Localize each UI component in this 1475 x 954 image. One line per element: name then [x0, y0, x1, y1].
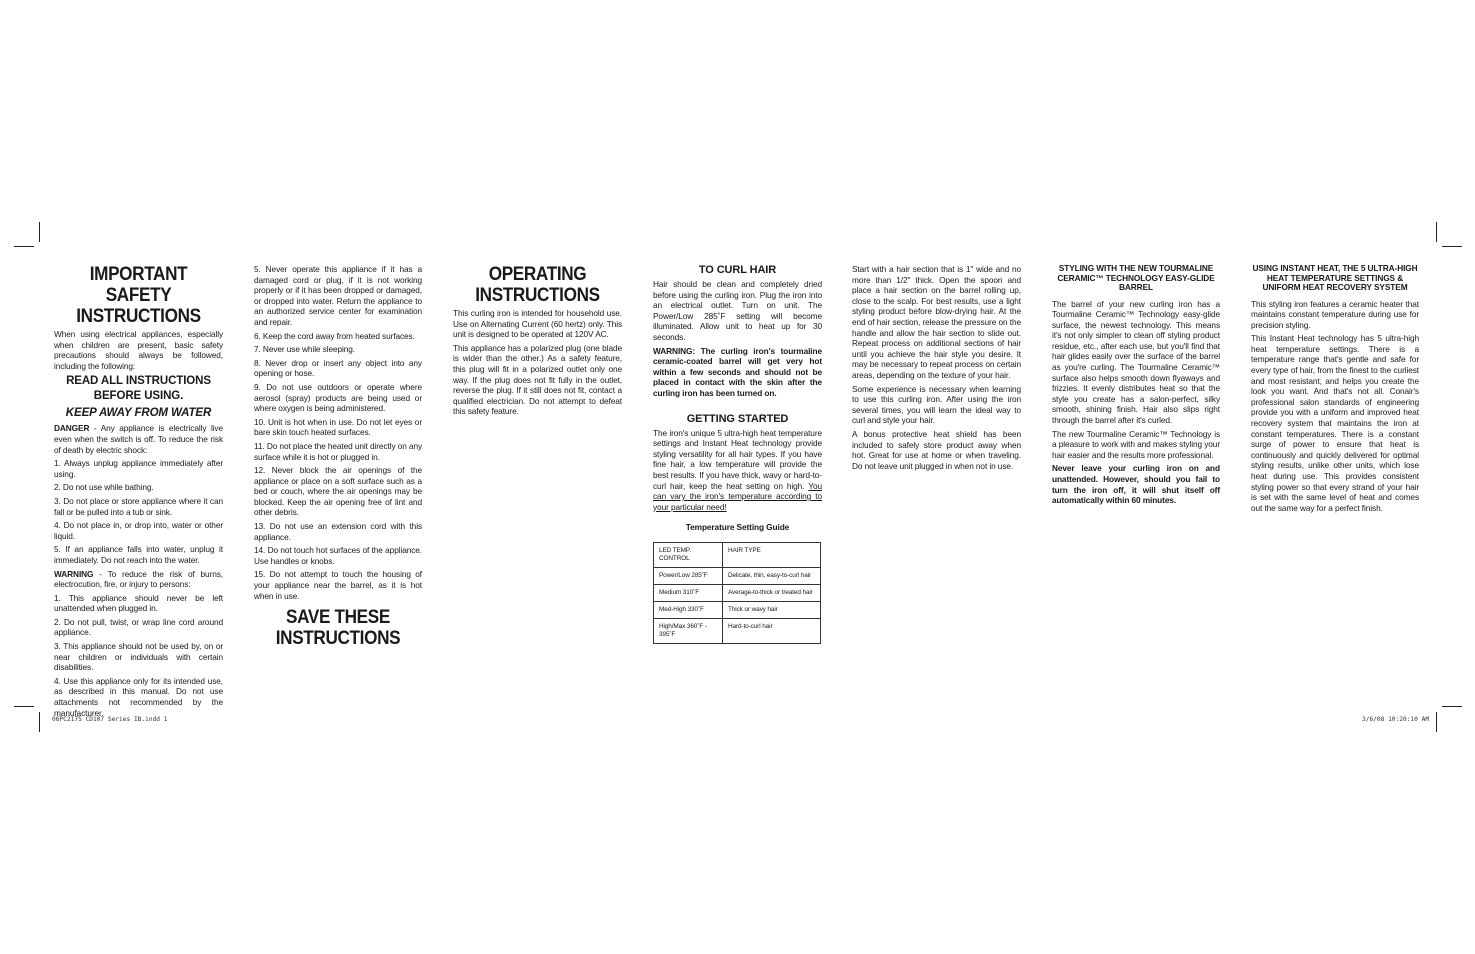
table-row — [654, 584, 821, 601]
table-cell: Thick or wavy hair — [723, 601, 821, 618]
list-item: 9. Do not use outdoors or operate where aerosol (spray) products are being used or where oxygen is being administered. — [254, 381, 422, 414]
crop-mark — [39, 712, 40, 732]
list-item: 2. Do not use while bathing. — [54, 482, 154, 493]
table-cell: Hard-to-curl hair — [723, 618, 821, 643]
table-header-row — [654, 542, 821, 567]
list-item: 3. This appliance should not be used by, on or near children or individuals with certain disabilities. — [54, 641, 223, 673]
tourmaline-column — [1052, 264, 1220, 509]
crop-mark — [39, 222, 40, 242]
crop-mark — [14, 246, 34, 247]
table-row — [654, 618, 821, 643]
warning-text: - To reduce the risk of burns, electrocution, fire, or injury to persons: — [54, 568, 223, 590]
getting-started-text: The iron's unique 5 ultra-high heat temperature settings and Instant Heat technology provide styling versatility for all hair types. If you have fine hair, a low temperature will provide the best results. If you have thick, wavy or hard-to-curl hair, keep the heat setting on high. — [653, 427, 822, 491]
list-item: 6. Keep the cord away from heated surfaces. — [254, 330, 415, 341]
danger-paragraph — [54, 423, 223, 455]
table-cell: Medium 310˚F — [654, 584, 723, 601]
heat-shield-paragraph: A bonus protective heat shield has been included to safely store product away when hot. Great for use at home or when traveling. Do not leave unit plugged in when not in use. — [852, 428, 1021, 471]
polarized-plug-paragraph: This appliance has a polarized plug (one blade is wider than the other.) As a safety feature, this plug will fit in a polarized outlet only one way. If the plug does not fit fully in the outlet, reverse the plug. If it still does not fit, contact a qualified electrician. Do not attempt to defeat this safety feature. — [453, 342, 622, 417]
getting-started-heading: GETTING STARTED — [686, 412, 789, 425]
operating-column — [453, 264, 622, 420]
technique-column — [852, 264, 1021, 474]
list-item: 1. This appliance should never be left unattended when plugged in. — [54, 592, 223, 614]
crop-mark — [1436, 222, 1437, 242]
tourmaline-paragraph-2: The new Tourmaline Ceramic™ Technology is a pleasure to work with and makes styling your hair easier and the results more professional. — [1052, 428, 1220, 460]
temperature-guide-table — [653, 542, 821, 644]
crop-mark — [1442, 246, 1462, 247]
list-item: 1. Always unplug appliance immediately after using. — [54, 458, 223, 479]
list-item: 4. Do not place in, or drop into, water or other liquid. — [54, 520, 223, 541]
curl-hair-column — [653, 264, 822, 644]
list-item: 14. Do not touch hot surfaces of the appliance. Use handles or knobs. — [254, 545, 422, 566]
tourmaline-heading: STYLING WITH THE NEW TOURMALINE CERAMIC™ TECHNOLOGY EASY-GLIDE BARREL — [1057, 263, 1215, 292]
list-item: 5. Never operate this appliance if it has a damaged cord or plug, if it is not working properly or if it has been dropped or damaged, or dropped into water. Return the appliance to an authorized service center for examination and repair. — [254, 264, 422, 327]
table-cell: Med-High 330˚F — [654, 601, 723, 618]
operating-title: OPERATING INSTRUCTIONS — [475, 263, 600, 306]
table-cell: Delicate, thin, easy-to-curl hair — [723, 567, 821, 584]
list-item: 2. Do not pull, twist, or wrap line cord around appliance. — [54, 616, 223, 638]
technique-paragraph: Start with a hair section that is 1" wide and no more than 1/2" thick. Open the spoon and place a hair section on the barrel rolling up, close to the scalp. For best results, use a light styling product before blow-drying hair. At the end of hair section, release the pressure on the handle and allow the hair section to slide out. Repeat process on additional sections of hair until you achieve the hair style you desire. It may be necessary to repeat process on certain areas, depending on the texture of your hair. — [852, 264, 1021, 380]
danger-text: - Any appliance is electrically live even when the switch is off. To reduce the risk of death by electric shock: — [54, 423, 223, 455]
list-item: 3. Do not place or store appliance where it can fall or be pulled into a tub or sink. — [54, 495, 223, 517]
table-cell: Average-to-thick or treated hair — [723, 584, 821, 601]
tourmaline-paragraph: The barrel of your new curling iron has a Tourmaline Ceramic™ Technology easy-glide surface, the newest technology. This means it's not only simpler to clean off styling product residue, etc., after each use, but you'll find that hair glides easily over the surface of the barrel as you're curling. The Tourmaline Ceramic™ surface also helps smooth down flyaways and frizzies. It evenly distributes heat so that the style you create has a salon-perfect, silky smooth, shining finish. Hair also slips right through the barrel after it's curled. — [1052, 298, 1220, 426]
table-header: LED TEMP. CONTROL — [654, 542, 723, 567]
safety-column-2 — [254, 264, 422, 651]
list-item: 13. Do not use an extension cord with this appliance. — [254, 521, 422, 542]
crop-mark — [1442, 706, 1462, 707]
curl-hair-heading: TO CURL HAIR — [698, 264, 777, 276]
safety-column-1 — [54, 264, 223, 721]
instant-heat-paragraph: This styling iron features a ceramic heater that maintains constant temperature during use for precision styling. — [1251, 298, 1419, 330]
list-item: 15. Do not attempt to touch the housing of your appliance near the barrel, as it is hot when in use. — [254, 569, 422, 601]
danger-label: DANGER — [54, 423, 90, 434]
table-header: HAIR TYPE — [723, 542, 821, 567]
list-item: 11. Do not place the heated unit directly on any surface while it is hot or plugged in. — [254, 440, 423, 462]
table-cell: High/Max 360˚F - 395˚F — [654, 618, 723, 643]
warning-paragraph — [54, 569, 223, 590]
list-item: 10. Unit is hot when in use. Do not let eyes or bare skin touch heated surfaces. — [254, 416, 422, 438]
table-row — [654, 567, 821, 584]
read-instructions-heading: READ ALL INSTRUCTIONS BEFORE USING. — [66, 375, 211, 403]
auto-shutoff-warning: Never leave your curling iron on and unattended. However, should you fail to turn the iron off, it will shut itself off automatically within 60 minutes. — [1052, 463, 1220, 506]
heat-settings-paragraph: This Instant Heat technology has 5 ultra-high heat temperature settings. There is a temperature range that's gentle and safe for every type of hair, from the finest to the curliest and most resistant, and helps you create the look you want. And that's not all. Conair's professional salon standards of engineering provide you with a uniform and improved heat recovery system that maintains the iron at constant temperatures. There is a constant surge of power to ensure that heat is continuously and quickly delivered for optimal styling results, unlike other units, which lose heat during use. This provides consistent styling power so that every strand of your hair is set with the same level of heat and comes out the same way for a perfect finish. — [1251, 333, 1419, 513]
instant-heat-column — [1251, 264, 1419, 516]
experience-paragraph: Some experience is necessary when learning to use this curling iron. After using the iron several times, you will learn the ideal way to curl and style your hair. — [852, 383, 1021, 426]
getting-started-paragraph — [653, 428, 822, 513]
list-item: 7. Never use while sleeping. — [254, 344, 355, 355]
curl-warning-paragraph: WARNING: The curling iron's tourmaline ceramic-coated barrel will get very hot within a few seconds and should not be placed in contact with the skin after the curling iron has been turned on. — [653, 345, 822, 398]
operating-paragraph: This curling iron is intended for household use. Use on Alternating Current (60 hertz) only. This unit is designed to be operated at 120V AC. — [453, 308, 622, 340]
crop-mark — [14, 706, 34, 707]
safety-intro: When using electrical appliances, especially when children are present, basic safety precautions should always be followed, including the following: — [54, 329, 223, 371]
safety-title: IMPORTANT SAFETY INSTRUCTIONS — [76, 263, 201, 327]
temperature-guide-title: Temperature Setting Guide — [685, 522, 790, 533]
crop-mark — [1436, 712, 1437, 732]
list-item: 5. If an appliance falls into water, unplug it immediately. Do not reach into the water. — [54, 544, 223, 565]
slug-timestamp: 3/6/08 10:20:10 AM — [1362, 716, 1430, 723]
instant-heat-heading: USING INSTANT HEAT, THE 5 ULTRA-HIGH HEAT TEMPERATURE SETTINGS & UNIFORM HEAT RECOVERY SYSTEM — [1252, 263, 1418, 292]
keep-away-water-heading: KEEP AWAY FROM WATER — [65, 407, 212, 420]
slug-filename: 06PC2175 CD107 Series IB.indd 1 — [52, 716, 168, 723]
save-instructions-title: SAVE THESE INSTRUCTIONS — [275, 606, 401, 650]
list-item: 4. Use this appliance only for its intended use, as described in this manual. Do not use attachments not recommended by the manufacturer. — [54, 675, 223, 718]
table-cell: Power/Low 285˚F — [654, 567, 723, 584]
curl-hair-paragraph: Hair should be clean and completely dried before using the curling iron. Plug the iron into an electrical outlet. Turn on unit. The Power/Low 285˚F setting will become illuminated. Allow unit to heat up for 30 seconds. — [653, 279, 822, 342]
warning-label: WARNING — [54, 568, 94, 579]
vary-temperature-note: You can vary the iron's temperature according to your particular need! — [653, 480, 822, 512]
list-item: 8. Never drop or insert any object into any opening or hose. — [254, 357, 422, 379]
list-item: 12. Never block the air openings of the appliance or place on a soft surface such as a bed or couch, where the air openings may be blocked. Keep the air opening free of lint and other debris. — [254, 465, 422, 518]
table-row — [654, 601, 821, 618]
